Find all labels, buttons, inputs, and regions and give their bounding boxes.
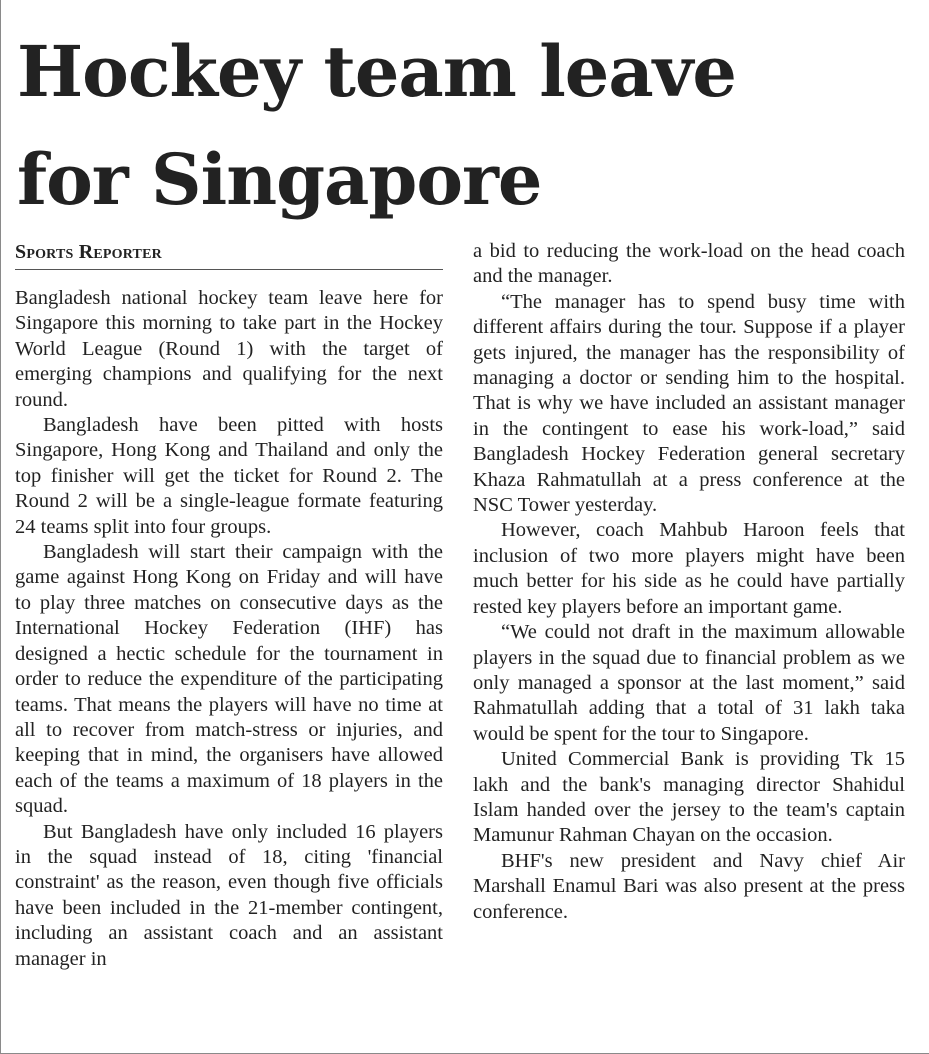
paragraph-continued: a bid to reducing the work-load on the head coach and the manager.: [473, 240, 905, 288]
paragraph: Bangladesh national hockey team leave here for Singapore this morning to take part in the Hockey World League (Round 1) with the target of emerging champions and qualifying for the next round.: [15, 287, 443, 411]
paragraph: “The manager has to spend busy time with different affairs during the tour. Suppose if a player gets injured, the manager has the responsibility of managing a doctor or sending him to the hospital. That is why we have included an assistant manager in the contingent to ease his work-load,” said Bangladesh Hockey Federation general secretary Khaza Rahmatullah at a press conference at the NSC Tower yesterday.: [473, 290, 905, 517]
headline-line-2: for Singapore: [17, 138, 542, 221]
byline: Sports Reporter: [15, 240, 443, 270]
paragraph: Bangladesh will start their campaign with the game against Hong Kong on Friday and will have to play three matches on consecutive days as the International Hockey Federation (IHF) has designed a hectic schedule for the tournament in order to reduce the expenditure of the participating teams. That means the players will have no time at all to recover from match-stress or injuries, and keeping that in mind, the organisers have allowed each of the teams a maximum of 18 players in the squad.: [15, 541, 443, 818]
paragraph: BHF's new president and Navy chief Air Marshall Enamul Bari was also present at the press conference.: [473, 849, 905, 923]
article-column-right: [473, 239, 905, 925]
headline-line-1: Hockey team leave: [17, 30, 736, 113]
paragraph: “We could not draft in the maximum allowable players in the squad due to financial problem as we only managed a sponsor at the last moment,” said Rahmatullah adding that a total of 31 lakh taka would be spent for the tour to Singapore.: [473, 621, 905, 745]
headline: [17, 18, 736, 234]
paragraph: But Bangladesh have only included 16 players in the squad instead of 18, citing 'financial constraint' as the reason, even though five officials have been included in the 21-member contingent, including an assistant coach and an assistant manager in: [15, 820, 443, 970]
paragraph: However, coach Mahbub Haroon feels that inclusion of two more players might have been much better for his side as he could have partially rested key players before an important game.: [473, 519, 905, 618]
article-column-left: [15, 286, 443, 972]
paragraph: United Commercial Bank is providing Tk 15 lakh and the bank's managing director Shahidul Islam handed over the jersey to the team's captain Mamunur Rahman Chayan on the occasion.: [473, 748, 905, 847]
paragraph: Bangladesh have been pitted with hosts Singapore, Hong Kong and Thailand and only the top finisher will get the ticket for Round 2. The Round 2 will be a single-league formate featuring 24 teams split into four groups.: [15, 414, 443, 538]
